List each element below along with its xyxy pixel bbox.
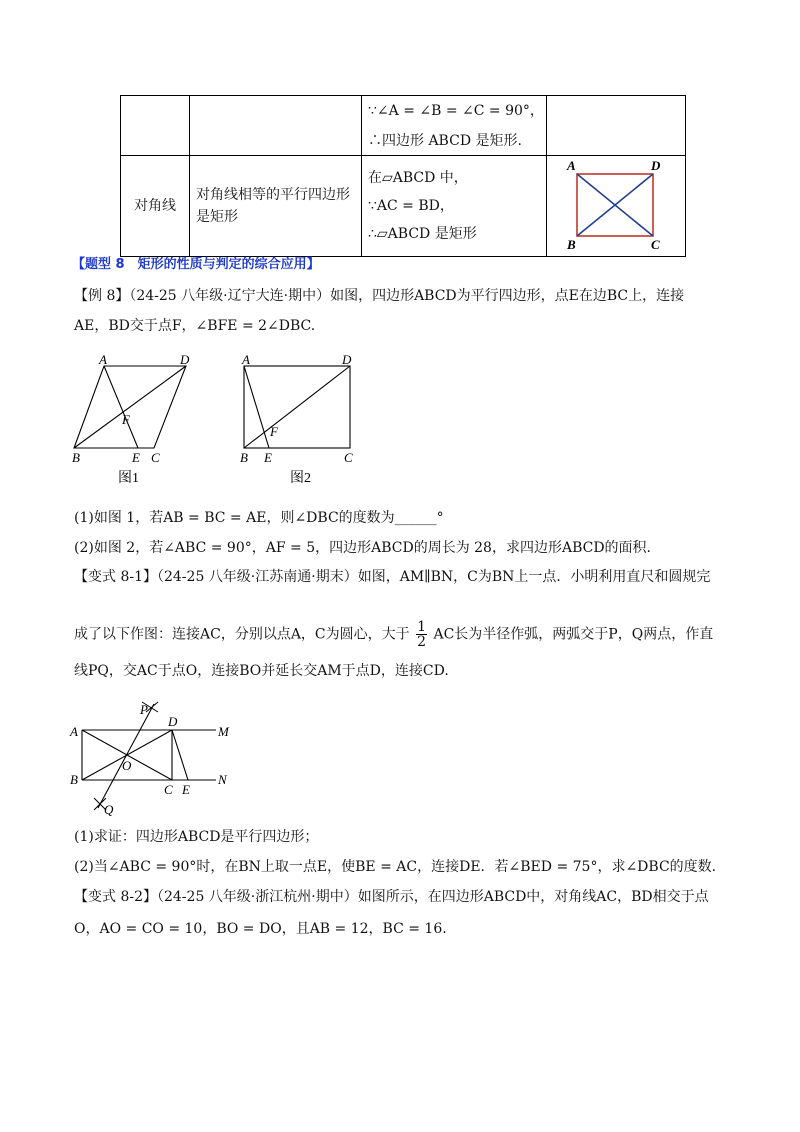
segment-ae [244,366,269,448]
proof-line: 在▱ABCD 中， [368,170,468,186]
point-label-b: B [240,450,248,465]
category-label: 对角线 [134,198,176,214]
fraction-denominator: 2 [417,634,427,650]
question-1: (1)求证：四边形ABCD是平行四边形； [74,829,319,845]
point-label-d: D [168,714,178,729]
point-label-f: F [270,424,278,439]
variant-8-2-text: 【变式 8-2】（24-25 八年级·浙江杭州·期中）如图所示，在四边形ABCD中，对角线AC，BD相交于点 [74,889,709,905]
table-cell-proof [362,96,547,156]
point-label-e: E [182,782,190,797]
point-label-c: C [151,450,160,465]
question-1: (1)如图 1，若AB = BC = AE，则∠DBC的度数为______° [74,510,444,526]
proof-line: ∵AC = BD， [368,198,454,214]
point-label-n: N [218,772,227,787]
point-label-d: D [651,158,661,173]
point-label-d: D [342,352,352,367]
variant-8-1-text: 【变式 8-1】（24-25 八年级·江苏南通·期末）如图，AM∥BN，C为BN上一点．小明利用直尺和圆规完 [74,569,711,585]
theorem-line: 是矩形 [196,209,238,225]
point-label-m: M [218,724,229,739]
text-span: AC长为半径作弧，两弧交于P，Q两点，作直 [433,626,714,643]
segment-bd [74,366,186,448]
table-cell-empty [547,96,686,156]
point-label-b: B [567,237,576,252]
point-label-c: C [651,237,660,252]
question-2: (2)当∠ABC = 90°时，在BN上取一点E，使BE = AC，连接DE．若∠BED = 75°，求∠DBC的度数. [74,859,717,875]
point-label-e: E [264,450,272,465]
example-8-text: 【例 8】（24-25 八年级·辽宁大连·期中）如图，四边形ABCD为平行四边形，点E在边BC上，连接 [74,288,685,304]
example-8-text: AE，BD交于点F，∠BFE = 2∠DBC. [74,318,316,334]
rectangle-figure [547,156,685,252]
point-label-e: E [132,450,140,465]
table-cell-empty [190,96,362,156]
segment-de [172,730,188,780]
point-label-a: A [70,724,78,739]
point-label-a: A [242,352,250,367]
question-2: (2)如图 2，若∠ABC = 90°，AF = 5，四边形ABCD的周长为 28，求四边形ABCD的面积. [74,540,651,556]
variant-8-2-text: O，AO = CO = 10，BO = DO，且AB = 12，BC = 16. [74,921,447,937]
point-label-c: C [344,450,353,465]
figure-caption: 图1 [118,471,139,486]
point-label-f: F [122,412,130,427]
figure-2-rectangle [240,352,353,486]
table-cell-proof [362,156,547,257]
text-span: 成了以下作图：连接AC，分别以点A，C为圆心，大于 [74,626,410,643]
point-label-o: O [122,758,132,773]
proof-line: ∴▱ABCD 是矩形 [368,226,477,242]
variant-8-1-text: 线PQ，交AC于点O，连接BO并延长交AM于点D，连接CD. [74,663,449,679]
table-cell-theorem [190,156,362,257]
point-label-d: D [180,352,190,367]
figure-caption: 图2 [290,471,311,486]
table-cell-empty [121,96,190,156]
table-cell-category [121,156,190,257]
point-label-q: Q [104,802,114,817]
variant-8-1-text [74,620,713,649]
point-label-b: B [70,772,78,787]
segment-ae [104,366,138,448]
table-cell-figure [547,156,686,257]
example-8-figures [66,352,386,492]
proof-line: ∴四边形 ABCD 是矩形. [368,132,522,149]
section-title: 【题型 8 矩形的性质与判定的综合应用】 [72,257,320,272]
figure-1-parallelogram [72,352,190,486]
point-label-p: P [140,702,148,717]
point-label-b: B [72,450,80,465]
segment-bd [244,366,350,448]
proof-line: ∵∠A = ∠B = ∠C = 90°， [368,102,544,119]
point-label-a: A [567,158,576,173]
fraction-numerator: 1 [417,619,427,635]
line-pq [98,704,154,808]
property-table [120,95,686,257]
point-label-a: A [99,352,107,367]
variant-8-1-figure [66,694,256,822]
point-label-c: C [164,782,173,797]
fraction-half [416,620,427,649]
theorem-line: 对角线相等的平行四边形 [196,187,350,203]
